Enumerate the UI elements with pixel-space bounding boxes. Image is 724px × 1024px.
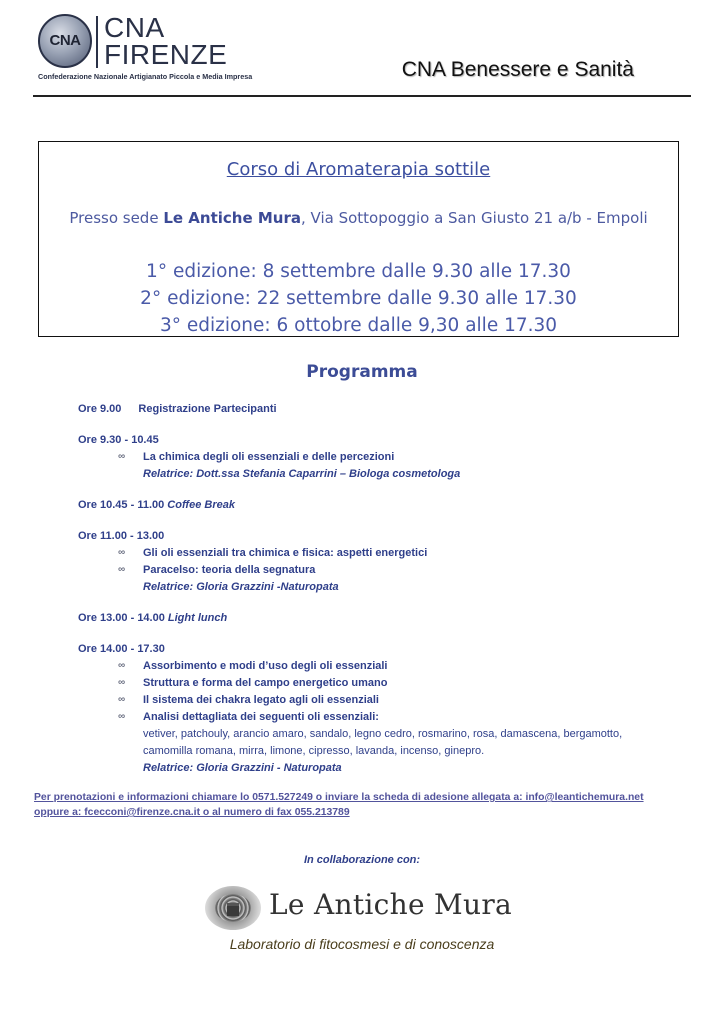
logo-subtitle: Confederazione Nazionale Artigianato Piccola e Media Impresa <box>38 72 253 81</box>
location-address: , Via Sottopoggio a San Giusto 21 a/b - Empoli <box>300 209 648 227</box>
edition-2: 2° edizione: 22 settembre dalle 9.30 alle 17.30 <box>140 288 577 309</box>
session-topic: Paracelso: teoria della segnatura <box>143 564 316 576</box>
session-topic: Il sistema dei chakra legato agli oli essenziali <box>143 694 379 706</box>
session-topic: La chimica degli oli essenziali e delle percezioni <box>143 451 395 463</box>
bullet-icon: ∞ <box>118 677 126 688</box>
partner-logo <box>205 884 515 936</box>
bullet-icon: ∞ <box>118 660 126 671</box>
location-venue: Le Antiche Mura <box>163 209 301 227</box>
session-time: Ore 13.00 - 14.00 <box>78 612 168 624</box>
header-title: CNA Benessere e Sanità <box>401 58 634 81</box>
session-label: Registrazione Partecipanti <box>138 403 277 415</box>
session-speaker: Relatrice: Gloria Grazzini -Naturopata <box>143 581 339 593</box>
session-label: Coffee Break <box>167 499 235 511</box>
session-registration <box>78 403 277 415</box>
session-topic: Analisi dettagliata dei seguenti oli essenziali: <box>143 711 379 723</box>
session-lunch <box>78 612 227 624</box>
location-prefix: Presso sede <box>69 209 164 227</box>
course-location <box>39 209 678 227</box>
cna-firenze-logo <box>36 10 253 85</box>
partner-name: Le Antiche Mura <box>269 888 512 921</box>
session-coffee-break <box>78 499 235 511</box>
edition-1: 1° edizione: 8 settembre dalle 9.30 alle 17.30 <box>146 261 571 282</box>
session-time: Ore 9.30 - 10.45 <box>78 434 159 446</box>
course-title: Corso di Aromaterapia sottile <box>226 159 491 180</box>
contact-info-line-2[interactable]: oppure a: fcecconi@firenze.cna.it o al numero di fax 055.213789 <box>34 807 350 818</box>
partner-tagline: Laboratorio di fitocosmesi e di conoscenza <box>229 936 495 952</box>
course-info-box <box>38 141 679 337</box>
collaboration-label: In collaborazione con: <box>303 854 421 866</box>
program-title: Programma <box>306 362 418 382</box>
bullet-icon: ∞ <box>118 451 126 462</box>
session-topic: Assorbimento e modi d’uso degli oli essenziali <box>143 660 388 672</box>
partner-emblem-icon <box>205 886 261 930</box>
oils-list-line-2: camomilla romana, mirra, limone, cipresso, lavanda, incenso, ginepro. <box>143 745 485 757</box>
session-speaker: Relatrice: Gloria Grazzini - Naturopata <box>143 762 342 774</box>
cna-globe-icon <box>38 14 92 68</box>
session-time: Ore 10.45 - 11.00 <box>78 499 168 511</box>
course-editions <box>39 258 678 339</box>
bullet-icon: ∞ <box>118 564 126 575</box>
page-header <box>0 0 724 100</box>
logo-divider <box>96 16 98 68</box>
bullet-icon: ∞ <box>118 694 126 705</box>
logo-badge-text: CNA <box>49 32 81 49</box>
session-time: Ore 9.00 <box>78 403 122 415</box>
session-topic: Struttura e forma del campo energetico umano <box>143 677 388 689</box>
header-divider <box>33 95 691 97</box>
contact-info-line-1[interactable]: Per prenotazioni e informazioni chiamare lo 0571.527249 o inviare la scheda di adesione allegata a: info@leantichemura.net <box>34 792 644 803</box>
session-topic: Gli oli essenziali tra chimica e fisica: aspetti energetici <box>143 547 428 559</box>
bullet-icon: ∞ <box>118 711 126 722</box>
logo-line-cna: CNA <box>104 12 165 43</box>
session-label: Light lunch <box>167 612 228 624</box>
session-speaker: Relatrice: Dott.ssa Stefania Caparrini – Biologa cosmetologa <box>143 468 461 480</box>
session-time: Ore 11.00 - 13.00 <box>78 530 165 542</box>
oils-list-line-1: vetiver, patchouly, arancio amaro, sandalo, legno cedro, rosmarino, rosa, damascena, bergamotto, <box>143 728 623 740</box>
session-time: Ore 14.00 - 17.30 <box>78 643 165 655</box>
logo-line-firenze: FIRENZE <box>104 39 228 70</box>
edition-3: 3° edizione: 6 ottobre dalle 9,30 alle 17.30 <box>159 315 558 336</box>
bullet-icon: ∞ <box>118 547 126 558</box>
